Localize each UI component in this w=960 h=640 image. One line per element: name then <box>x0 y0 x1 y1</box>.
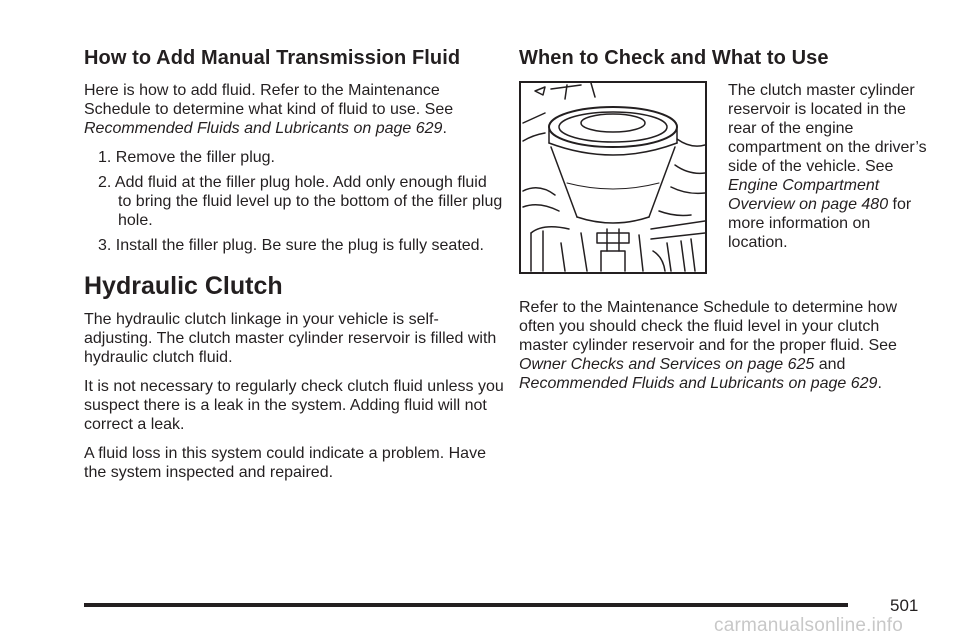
hydraulic-clutch-paragraph: A fluid loss in this system could indicate a problem. Have the system inspected and repaired. <box>84 445 486 481</box>
watermark: carmanualsonline.info <box>714 615 904 636</box>
recommended-fluids-link[interactable]: Recommended Fluids and Lubricants on page 629 <box>519 375 878 392</box>
para-end: . <box>877 375 882 392</box>
caption-text: The clutch master cylinder reservoir is located in the rear of the engine compartment on the driver’s side of the vehicle. See <box>728 82 927 175</box>
recommended-fluids-link[interactable]: Recommended Fluids and Lubricants on page 629 <box>84 120 443 137</box>
hydraulic-clutch-paragraph: It is not necessary to regularly check clutch fluid unless you suspect there is a leak in the system. Adding fluid will not correct a leak. <box>84 378 504 433</box>
figure-caption <box>728 81 928 252</box>
intro-end: . <box>442 120 447 137</box>
check-fluid-paragraph <box>519 298 929 393</box>
step-item <box>84 173 504 230</box>
step-number: 3. <box>98 237 112 254</box>
step-item <box>84 148 504 167</box>
left-column <box>84 44 504 492</box>
figure-block <box>519 81 929 276</box>
page-number: 501 <box>890 596 919 615</box>
step-text: Remove the filler plug. <box>115 149 275 166</box>
step-number: 1. <box>98 149 112 166</box>
step-number: 2. <box>98 174 112 191</box>
owner-checks-link[interactable]: Owner Checks and Services on page 625 <box>519 356 815 373</box>
fluid-steps-list <box>84 148 504 255</box>
caption-end: for more information on location. <box>728 196 912 251</box>
clutch-reservoir-illustration <box>519 81 707 274</box>
when-to-check-heading: When to Check and What to Use <box>519 47 829 69</box>
right-column <box>519 44 929 403</box>
para-mid: and <box>814 356 846 373</box>
para-text: Refer to the Maintenance Schedule to determine how often you should check the fluid level in your clutch master cylinder reservoir and for the proper fluid. See <box>519 299 898 354</box>
step-item <box>84 236 504 255</box>
caption-paragraph <box>728 81 928 252</box>
hydraulic-clutch-heading: Hydraulic Clutch <box>84 272 283 300</box>
step-text: Add fluid at the filler plug hole. Add only enough fluid to bring the fluid level up to the bottom of the filler plug hole. <box>114 174 503 229</box>
hydraulic-clutch-paragraph: The hydraulic clutch linkage in your vehicle is self-adjusting. The clutch master cylinder reservoir is filled with hydraulic clutch fluid. <box>84 311 497 366</box>
clutch-reservoir-drawing <box>521 83 705 272</box>
manual-transmission-fluid-heading: How to Add Manual Transmission Fluid <box>84 47 461 69</box>
manual-transmission-intro <box>84 81 504 138</box>
step-text: Install the filler plug. Be sure the plug is fully seated. <box>115 237 484 254</box>
footer-rule <box>84 603 848 607</box>
intro-text: Here is how to add fluid. Refer to the Maintenance Schedule to determine what kind of fluid to use. See <box>84 82 454 118</box>
engine-compartment-link[interactable]: Engine Compartment Overview on page 480 <box>728 177 889 213</box>
